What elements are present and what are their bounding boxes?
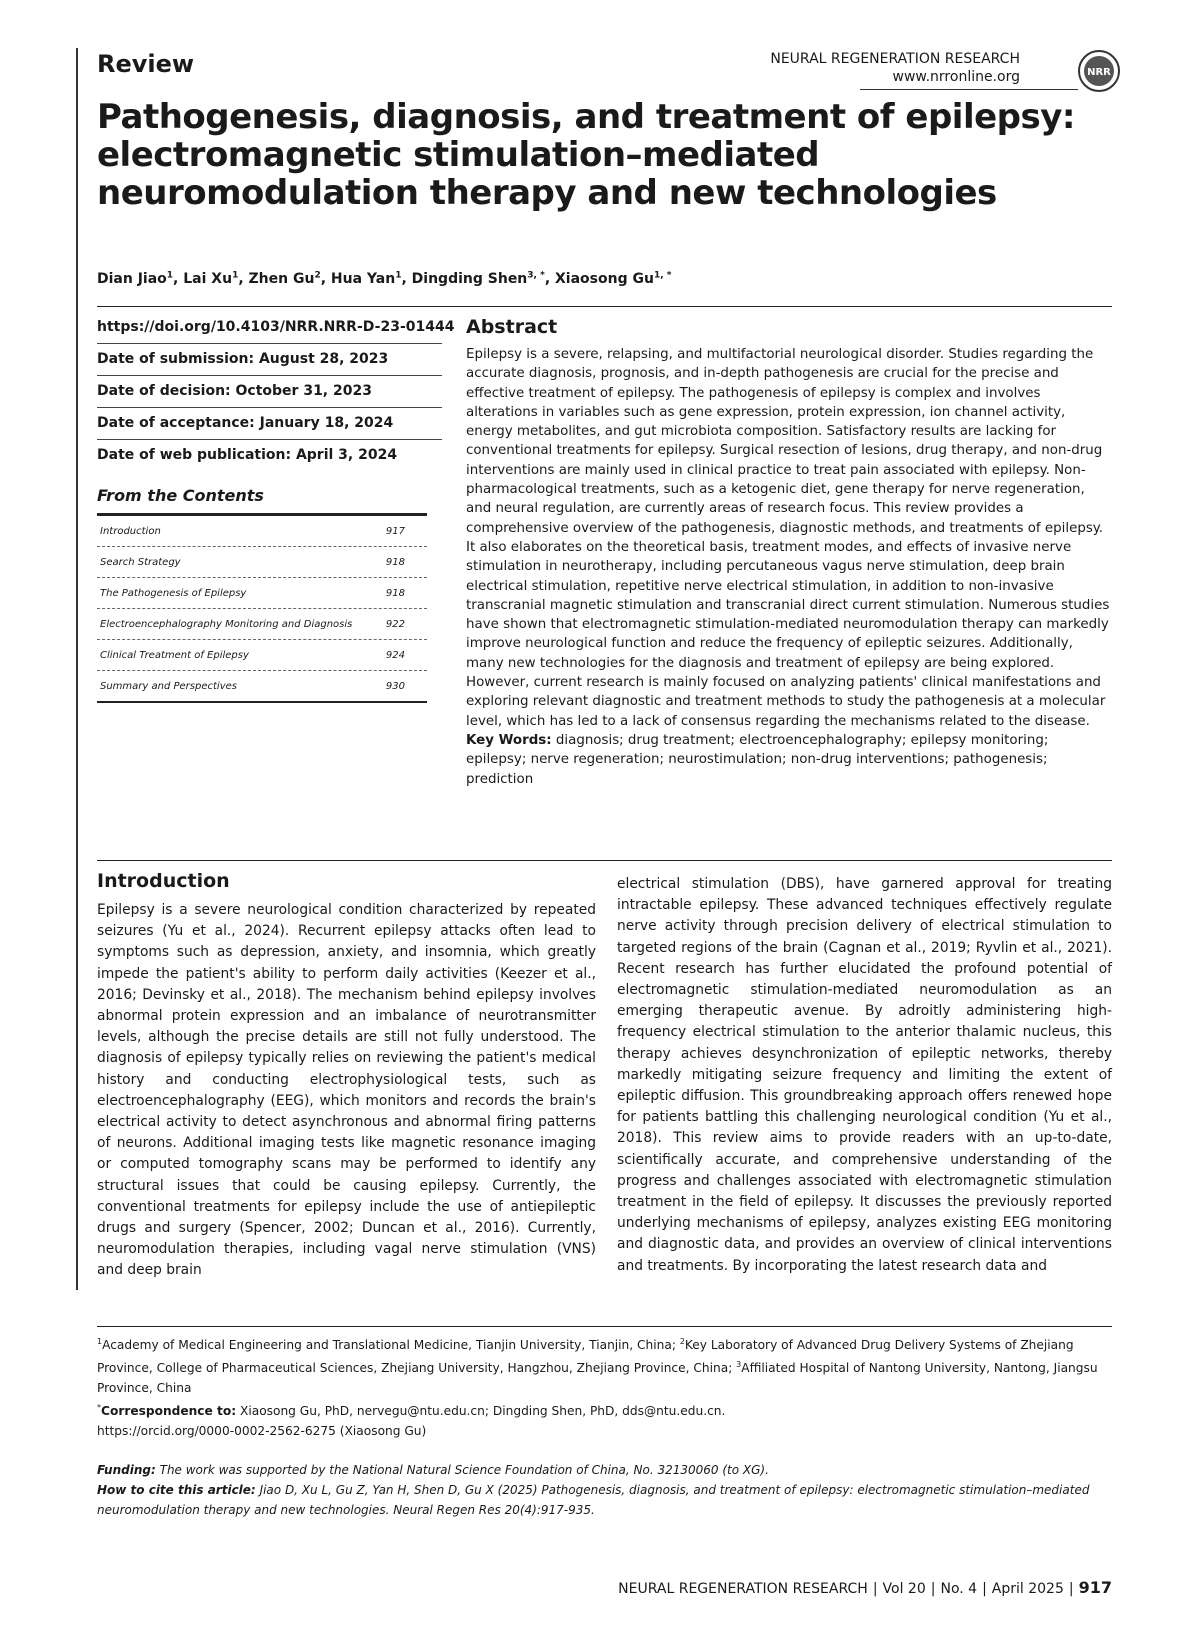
toc-item[interactable]: Electroencephalography Monitoring and Diagnosis 922: [97, 609, 427, 640]
introduction-column-1: Epilepsy is a severe neurological condition characterized by repeated seizures (Yu et al., 2024). Recurrent epilepsy attacks often lead to symptoms such as depression, anxiety, and insomnia, which greatly impede the patient's ability to perform daily activities (Keezer et al., 2016; Devinsky et al., 2018). The mechanism behind epilepsy involves abnormal protein expression and an imbalance of neurotransmitter levels, although the precise details are still not fully understood. The diagnosis of epilepsy typically relies on reviewing the patient's medical history and conducting electrophysiological tests, such as electroencephalography (EEG), which monitors and records the brain's electrical activity to detect asynchronous and abnormal firing patterns of neurons. Additional imaging tests like magnetic resonance imaging or computed tomography scans may be performed to identify any structural issues that could be causing epilepsy. Currently, the conventional treatments for epilepsy include the use of antiepileptic drugs and surgery (Spencer, 2002; Duncan et al., 2016). Currently, neuromodulation therapies, including vagal nerve stimulation (VNS) and deep brain: [97, 902, 596, 1279]
author-list: [97, 270, 671, 287]
page-number: 917: [1078, 1578, 1112, 1597]
toc-item[interactable]: Clinical Treatment of Epilepsy 924: [97, 640, 427, 671]
correspondence: Xiaosong Gu, PhD, nervegu@ntu.edu.cn; Dingding Shen, PhD, dds@ntu.edu.cn.: [239, 1404, 726, 1419]
author: Xiaosong $Gu^{1, *}$: [555, 270, 672, 287]
contents-heading: From the Contents: [97, 486, 264, 505]
author: Lai Xu$^1$,: [183, 270, 249, 287]
author: Zhen Gu$^2$,: [248, 270, 331, 287]
article-title: Pathogenesis, diagnosis, and treatment of epilepsy: electromagnetic stimulation–mediated neuromodulation therapy and new technologies: [97, 97, 1075, 213]
orcid-link[interactable]: https://orcid.org/0000-0002-2562-6275 (Xiaosong Gu): [97, 1424, 427, 1439]
journal-rule: [860, 89, 1078, 90]
introduction-heading: Introduction: [97, 870, 230, 892]
journal-name: NEURAL REGENERATION RESEARCH: [770, 51, 1020, 67]
toc-item[interactable]: Search Strategy 918: [97, 547, 427, 578]
journal-logo: [1076, 48, 1122, 94]
footer-volume: Vol 20: [882, 1581, 926, 1597]
toc-item[interactable]: Summary and Perspectives 930: [97, 671, 427, 703]
introduction-column-2: electrical stimulation (DBS), have garnered approval for treating intractable epilepsy. These advanced techniques effectively regulate nerve activity through precision delivery of electrical stimulation to targeted regions of the brain (Cagnan et al., 2019; Ryvlin et al., 2021). Recent research has further elucidated the profound potential of electromagnetic stimulation-mediated neuromodulation as an emerging therapeutic avenue. By adroitly administering high-frequency electrical stimulation to the anterior thalamic nucleus, this therapy achieves desynchronization of epileptic networks, thereby markedly mitigating seizure frequency and limiting the extent of epileptic diffusion. This groundbreaking approach offers renewed hope for patients battling this challenging neurological condition (Yu et al., 2018). This review aims to provide readers with an up-to-date, scientifically accurate, and comprehensive understanding of the progress and challenges associated with electromagnetic stimulation treatment in the field of epilepsy. It discusses the previously reported underlying mechanisms of epilepsy, analyzes existing EEG monitoring and diagnostic data, and provides an overview of clinical interventions and treatments. By incorporating the latest research data and: [617, 876, 1112, 1274]
correspondence-label: Correspondence to:: [101, 1404, 237, 1419]
margin-rule: [76, 48, 78, 1290]
toc-item[interactable]: Introduction 917: [97, 516, 427, 547]
toc-item[interactable]: The Pathogenesis of Epilepsy 918: [97, 578, 427, 609]
abstract-body: [466, 345, 1111, 789]
author: Hua Yan$^1$,: [330, 270, 412, 287]
funding-note: Funding: The work was supported by the National Natural Science Foundation of China, No. 32130060 (to XG). How to cite this article: Jiao D, Xu L, Gu Z, Yan H, Shen D, Gu X (2025) Pathogenesis, diagnosis, and treatment of epilepsy: electromagnetic stimulation–mediated neuromodulation therapy and new technologies. Neural Regen Res 20(4):917-935.: [97, 1463, 1090, 1517]
logo-text: NRR: [1087, 67, 1111, 78]
footer-issue: No. 4: [940, 1581, 978, 1597]
keywords: diagnosis; drug treatment; electroencephalography; epilepsy monitoring; epilepsy; nerve regeneration; neurostimulation; non-drug interventions; pathogenesis; prediction: [466, 732, 1049, 787]
header-rule: [97, 306, 1112, 307]
date-web-publication: Date of web publication: April 3, 2024: [97, 447, 398, 463]
footer-date: April 2025: [991, 1581, 1064, 1597]
date-decision: Date of decision: October 31, 2023: [97, 376, 442, 408]
author: Dingding Shen$^{3, *}$,: [411, 270, 556, 287]
table-of-contents: [97, 513, 427, 703]
abstract-text: Epilepsy is a severe, relapsing, and multifactorial neurological disorder. Studies regarding the accurate diagnosis, prognosis, and in-depth pathogenesis are crucial for the precise and effective treatment of epilepsy. The pathogenesis of epilepsy is complex and involves alterations in variables such as gene expression, protein expression, ion channel activity, energy metabolites, and gut microbiota composition. Satisfactory results are lacking for conventional treatments for epilepsy. Surgical resection of lesions, drug therapy, and non-drug interventions are mainly used in clinical practice to treat pain associated with epilepsy. Non-pharmacological treatments, such as a ketogenic diet, gene therapy for nerve regeneration, and neural regulation, are currently areas of research focus. This review provides a comprehensive overview of the pathogenesis, diagnostic methods, and treatments of epilepsy. It also elaborates on the theoretical basis, treatment modes, and effects of invasive nerve stimulation in neurotherapy, including percutaneous vagus nerve stimulation, deep brain electrical stimulation, repetitive nerve electrical stimulation, in addition to non-invasive transcranial magnetic stimulation and transcranial direct current stimulation. Numerous studies have shown that electromagnetic stimulation-mediated neuromodulation therapy can markedly improve neurological function and reduce the frequency of epileptic seizures. Additionally, many new technologies for the diagnosis and treatment of epilepsy are being explored. However, current research is mainly focused on analyzing patients' clinical manifestations and exploring relevant diagnostic and treatment methods to study the pathogenesis at a molecular level, which has led to a lack of consensus regarding the mechanisms related to the disease.: [466, 347, 1110, 729]
affiliations: $^1$Academy of Medical Engineering and Translational Medicine, Tianjin University, Tianjin, China; $^2$Key Laboratory of Advanced Drug Delivery Systems of Zhejiang Province, College of Pharmaceutical Sciences, Zhejiang University, Hangzhou, Zhejiang Province, China; $^3$Affiliated Hospital of Nantong University, Nantong, Jiangsu Province, China *Correspondence to: Xiaosong Gu, PhD, nervegu@ntu.edu.cn; Dingding Shen, PhD, dds@ntu.edu.cn. https://orcid.org/0000-0002-2562-6275 (Xiaosong Gu): [97, 1337, 1098, 1439]
doi-link[interactable]: https://doi.org/10.4103/NRR.NRR-D-23-01444: [97, 312, 442, 344]
date-acceptance: Date of acceptance: January 18, 2024: [97, 408, 442, 440]
page-footer: NEURAL REGENERATION RESEARCH | Vol 20 | No. 4 | April 2025 | 917: [618, 1578, 1112, 1597]
author: Dian Jiao$^1$,: [97, 270, 184, 287]
keywords-label: Key Words:: [466, 732, 552, 748]
body-rule: [97, 860, 1112, 861]
abstract-heading: Abstract: [466, 316, 558, 338]
footer-journal: NEURAL REGENERATION RESEARCH: [618, 1581, 868, 1597]
article-meta: [97, 312, 455, 471]
section-label: Review: [97, 50, 195, 78]
citation: Jiao D, Xu L, Gu Z, Yan H, Shen D, Gu X (2025) Pathogenesis, diagnosis, and treatment of epilepsy: electromagnetic stimulation–mediated neuromodulation therapy and new technologies. Neural Regen Res 20(4):917-935.: [97, 1483, 1090, 1517]
journal-header: [770, 50, 1020, 86]
journal-url[interactable]: www.nrronline.org: [892, 69, 1020, 85]
footnote-rule: [97, 1326, 1112, 1327]
date-submission: Date of submission: August 28, 2023: [97, 344, 442, 376]
